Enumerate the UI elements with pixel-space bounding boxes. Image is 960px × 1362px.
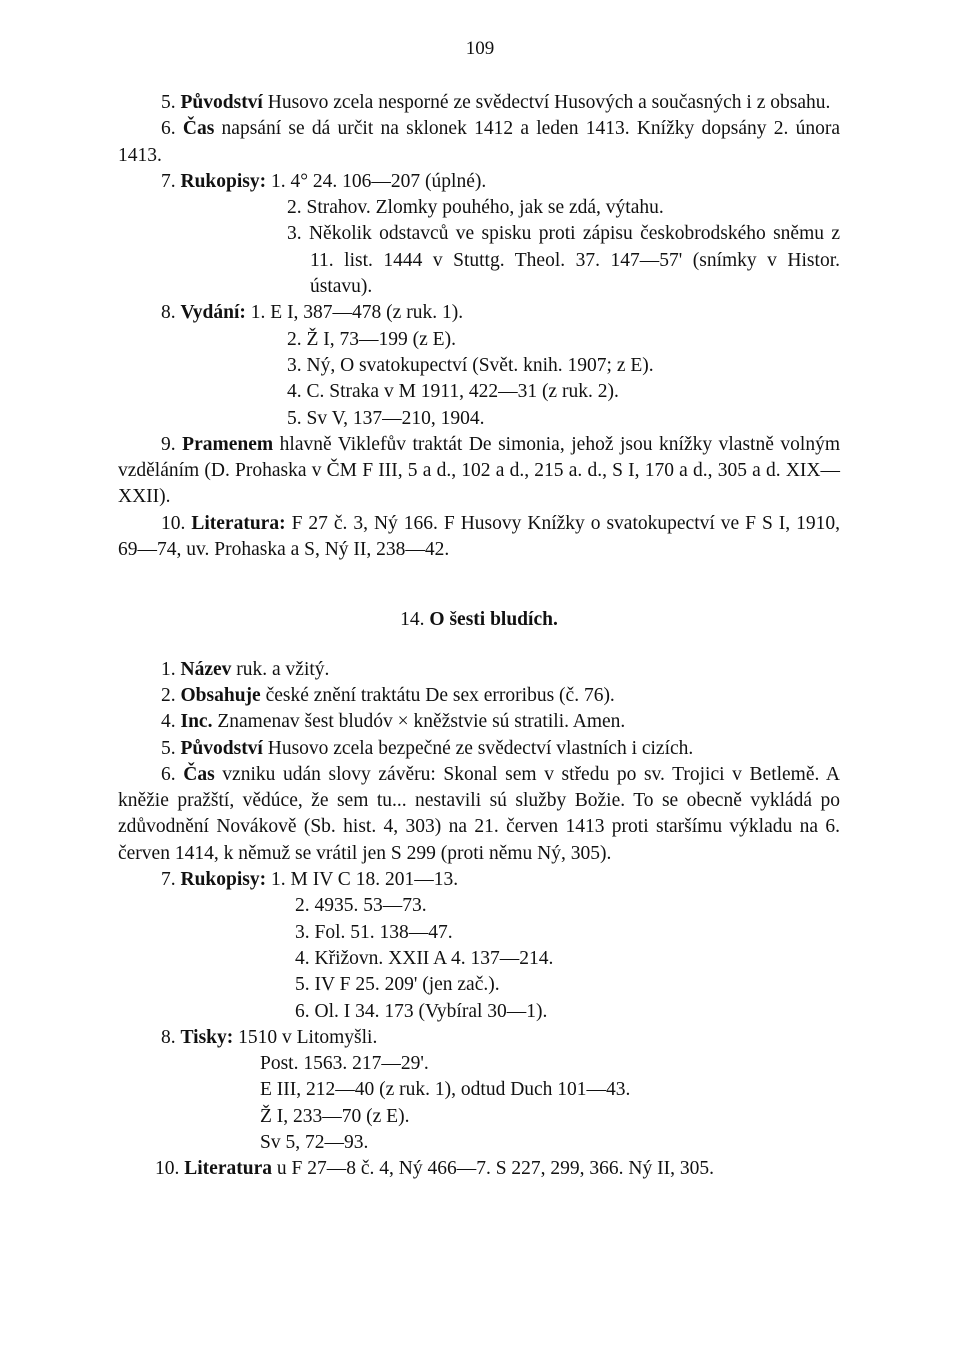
item-number: 5. (161, 737, 176, 759)
item-number: 10. (161, 512, 186, 534)
item-number: 8. (161, 1026, 176, 1048)
item-number: 2. (161, 684, 176, 706)
print-list (118, 1051, 840, 1156)
item-text: u F 27—8 č. 4, Ný 466—7. S 227, 299, 366. Ný II, 305. (276, 1158, 714, 1180)
page-number: 109 (465, 38, 495, 59)
item-number: 1. (161, 658, 176, 680)
item-number: 10. (155, 1158, 180, 1180)
item-number: 6. (161, 763, 176, 785)
item-heading: Vydání: (180, 302, 246, 324)
item-heading: Obsahuje (180, 684, 261, 706)
item-2-contents (118, 683, 840, 709)
item-8-prints (118, 1025, 840, 1051)
item-number: 7. (161, 170, 176, 192)
manuscript-list (118, 195, 840, 300)
section-number: 14. (400, 609, 425, 631)
item-number: 4. (161, 711, 176, 733)
item-10-literature (118, 1156, 840, 1182)
item-number: 6. (161, 118, 176, 140)
manuscript-line: 4. Křižovn. XXII A 4. 137—214. (295, 947, 554, 969)
edition-line: 5. Sv V, 137—210, 1904. (287, 407, 485, 429)
item-6-date (118, 116, 840, 169)
item-10-literature (118, 511, 840, 564)
edition-line: 3. Ný, O svatokupectví (Svět. knih. 1907; z E). (287, 354, 654, 376)
item-5-authorship (118, 736, 840, 762)
item-number: 8. (161, 302, 176, 324)
item-number: 7. (161, 869, 176, 891)
item-heading: Původství (180, 92, 263, 113)
print-line: Ž I, 233—70 (z E). (260, 1105, 410, 1127)
item-heading: Rukopisy: (180, 869, 267, 891)
item-text: vzniku udán slovy závěru: Skonal sem v středu po sv. Trojici v Betlemě. A kněžie pražští, vědúce, že sem tu... nestavili sú služby Božie. To se obecně vykládá po zdůvodnění Novákově (Sb. hist. 4, 303) na 21. červen 1413 proti staršímu výkladu na 6. červen 1414, k němuž se vrátil jen S 299 (proti němu Ný, 305). (118, 763, 841, 864)
item-heading: Rukopisy: (180, 170, 267, 192)
manuscript-line: 2. 4935. 53—73. (295, 895, 427, 917)
item-text: F 27 č. 3, Ný 166. F Husovy Knížky o svatokupectví ve F S I, 1910, 69—74, uv. Prohaska a S, Ný II, 238—42. (118, 512, 841, 561)
item-text: Husovo zcela bezpečné ze svědectví vlastních i cizích. (267, 737, 694, 759)
print-line: Post. 1563. 217—29'. (260, 1053, 429, 1075)
manuscript-line: 1. 4° 24. 106—207 (úplné). (271, 170, 487, 192)
item-number: 5. (161, 92, 176, 113)
item-text: Znamenav šest bludóv × kněžstvie sú stratili. Amen. (217, 711, 626, 733)
page-body (118, 90, 840, 1183)
item-4-incipit (118, 709, 840, 735)
item-heading: Původství (180, 737, 263, 759)
edition-line: 2. Ž I, 73—199 (z E). (287, 328, 456, 350)
item-9-sources (118, 432, 840, 511)
print-line: 1510 v Litomyšli. (238, 1026, 378, 1048)
item-number: 9. (161, 433, 176, 455)
edition-line: 1. E I, 387—478 (z ruk. 1). (250, 302, 464, 324)
item-text: napsání se dá určit na sklonek 1412 a leden 1413. Knížky dopsány 2. února 1413. (118, 118, 840, 166)
item-heading: Čas (183, 763, 215, 785)
manuscript-line: 6. Ol. I 34. 173 (Vybíral 30—1). (295, 1000, 548, 1022)
manuscript-line: 5. IV F 25. 209' (jen zač.). (295, 974, 500, 996)
section-title: O šesti bludích. (429, 609, 558, 631)
manuscript-line: 2. Strahov. Zlomky pouhého, jak se zdá, výtahu. (287, 197, 664, 219)
manuscript-line: 3. Několik odstavců ve spisku proti zápisu českobrodského sněmu z 11. list. 1444 v Stuttg. Theol. 37. 147—57' (snímky v Histor. ústavu). (287, 223, 840, 298)
item-6-date (118, 762, 840, 867)
print-line: Sv 5, 72—93. (260, 1131, 369, 1153)
item-text: hlavně Viklefův traktát De simonia, jehož jsou knížky vlastně volným vzděláním (D. Prohaska v ČM F III, 5 a d., 102 a d., 215 a. d., S I, 170 a d., 305 a d. XIX—XXII). (118, 433, 840, 508)
manuscript-line: 1. M IV C 18. 201—13. (271, 869, 459, 891)
manuscript-list (118, 893, 840, 1024)
manuscript-line: 3. Fol. 51. 138—47. (295, 921, 453, 943)
item-heading: Inc. (180, 711, 213, 733)
item-heading: Pramenem (182, 433, 274, 455)
item-5-authorship (118, 90, 840, 116)
item-heading: Literatura (184, 1158, 272, 1180)
item-text: Husovo zcela nesporné ze svědectví Husových a současných i z obsahu. (267, 92, 831, 113)
item-heading: Čas (182, 118, 215, 140)
item-7-manuscripts (118, 169, 840, 195)
item-8-editions (118, 300, 840, 326)
edition-list (118, 327, 840, 432)
edition-line: 4. C. Straka v M 1911, 422—31 (z ruk. 2). (287, 381, 619, 403)
item-text: české znění traktátu De sex erroribus (č. 76). (265, 684, 615, 706)
section-heading (118, 607, 840, 633)
item-heading: Tisky: (180, 1026, 234, 1048)
item-heading: Název (180, 658, 232, 680)
print-line: E III, 212—40 (z ruk. 1), odtud Duch 101—43. (260, 1079, 631, 1101)
item-7-manuscripts (118, 867, 840, 893)
item-1-title (118, 657, 840, 683)
item-heading: Literatura: (191, 512, 286, 534)
item-text: ruk. a vžitý. (236, 658, 330, 680)
